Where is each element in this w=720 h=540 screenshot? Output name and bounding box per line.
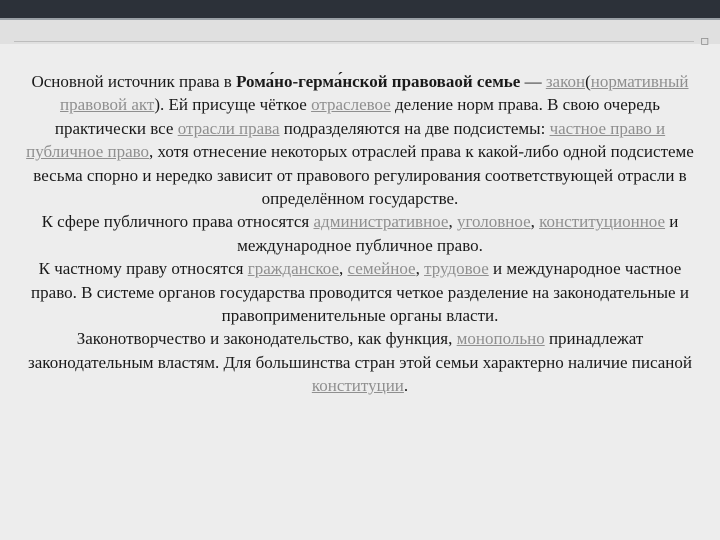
p1-dash: — [520, 72, 546, 91]
link-criminal[interactable]: уголовное [456, 212, 531, 232]
p2-intro: К сфере публичного права относятся [41, 212, 314, 232]
link-constitutional[interactable]: конституционное [539, 212, 666, 232]
paragraph-public-law [22, 210, 698, 257]
header-divider [14, 41, 694, 42]
p3-sep1: , [339, 259, 348, 279]
link-otraslevoe[interactable]: отраслевое [311, 95, 391, 115]
p3-text-a: и международное частное право. В системе органов государства проводится четкое разделение на законодательные и правоприменительные органы власти. [31, 259, 689, 326]
p1-text-c: подразделяются на две подсистемы: [279, 118, 550, 138]
link-administrative[interactable]: административное [313, 212, 449, 232]
link-normative-act[interactable]: нормативный правовой акт [60, 72, 689, 115]
link-family[interactable]: семейное [347, 259, 416, 279]
link-constitution[interactable]: конституции [311, 376, 404, 396]
link-civil[interactable]: гражданское [247, 259, 340, 279]
p1-text-b: деление норм права. В свою очередь практически все [54, 95, 660, 138]
p2-end: и международное публичное право. [237, 212, 679, 255]
p4-text-a: принадлежат законодательным властям. Для большинства стран этой семьи характерно наличие писаной [28, 329, 692, 372]
paragraph-main-source [22, 70, 698, 210]
link-private-public-law[interactable]: частное право и публичное право [26, 118, 666, 162]
p4-end: . [403, 376, 409, 396]
p3-intro: К частному праву относятся [38, 259, 248, 279]
corner-ornament-icon: ▫ [700, 33, 710, 49]
link-zakon[interactable]: закон [545, 72, 586, 91]
p4-intro: Законотворчество и законодательство, как функция, [76, 329, 457, 349]
p3-sep2: , [415, 259, 425, 279]
p2-sep1: , [448, 212, 457, 232]
p1-open-paren: ( [585, 72, 591, 91]
paragraph-legislation [22, 327, 698, 397]
slide-body-text [22, 70, 698, 398]
paragraph-private-law [22, 257, 698, 327]
romano-germanic-term: Рома́но-герма́нской правоваой семье [236, 72, 521, 91]
p1-intro: Основной источник права в [31, 72, 237, 91]
p2-sep2: , [530, 212, 540, 232]
p1-text-d: , хотя отнесение некоторых отраслей права к какой-либо одной подсистеме весьма спорно и нередко зависит от правового регулирования соответствующей отрасли в определённом государстве. [33, 142, 694, 209]
link-labor[interactable]: трудовое [424, 259, 489, 279]
p1-text-a: ). Ей присуще чёткое [154, 95, 312, 115]
link-otrasli-prava[interactable]: отрасли права [177, 118, 280, 138]
slide-top-bar [0, 0, 720, 18]
link-monopoly[interactable]: монопольно [456, 329, 545, 349]
